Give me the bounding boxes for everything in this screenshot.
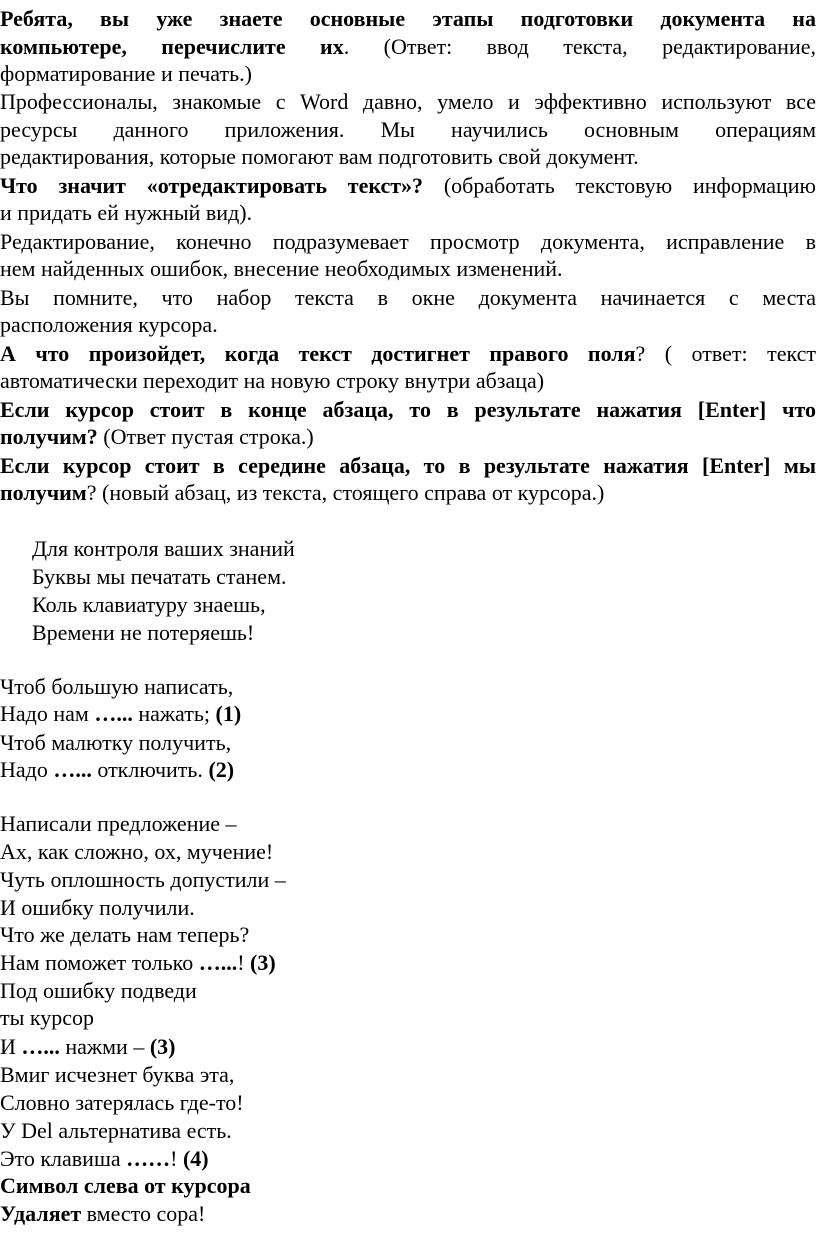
text-run: Чуть оплошность допустили – [0,867,286,892]
text-line [0,172,816,200]
text-line [0,116,816,144]
text-line [32,563,816,591]
text-run: У Del альтернатива есть. [0,1118,232,1143]
bold-text: получим? [0,424,98,449]
text-run: Времени не потеряешь! [32,620,255,645]
text-line [0,284,816,312]
text-run: нем найденных ошибок, внесение необходимых изменений. [0,256,563,281]
text-line [0,1200,816,1228]
text-line [0,1061,816,1089]
text-run: редактирования, которые помогают вам подготовить свой документ. [0,144,639,169]
text-line [0,866,816,894]
text-line [0,700,816,728]
text-run: и придать ей нужный вид). [0,200,253,225]
text-run: Редактирование, конечно подразумевает просмотр документа, исправление в [0,229,816,254]
text-line [0,311,816,339]
bold-text: компьютере, перечислите их [0,34,344,59]
text-line [32,535,816,563]
text-run: Надо нам [0,701,95,726]
text-line [0,1117,816,1145]
text-line [0,60,816,88]
text-line [0,255,816,283]
text-line [0,729,816,757]
text-line [0,838,816,866]
text-run: ресурсы данного приложения. Мы научились основным операциям [0,117,816,142]
bold-text: получим [0,480,87,505]
text-run: Нам поможет только [0,950,199,975]
text-run: . (Ответ: ввод текста, редактирование, [343,34,816,59]
bold-text: Если курсор стоит в середине абзаца, то в результате нажатия [Enter] мы [0,453,816,478]
text-run: ? ( ответ: текст [635,341,816,366]
bold-text: Удаляет [0,1201,82,1226]
text-run: ты курсор [0,1005,95,1030]
bold-text: Если курсор стоит в конце абзаца, то в результате нажатия [Enter] что [0,397,816,422]
text-run: автоматически переходит на новую строку внутри абзаца) [0,368,545,393]
text-run: Что же делать нам теперь? [0,922,250,947]
text-run: Ах, как сложно, ох, мучение! [0,839,274,864]
text-run: Это клавиша [0,1146,127,1171]
text-run: отключить. [91,757,209,782]
text-line [0,1033,816,1061]
text-line [32,591,816,619]
text-run: ! [170,1146,183,1171]
text-run: вместо сора! [81,1201,206,1226]
text-run: расположения курсора. [0,312,218,337]
text-line [0,396,816,424]
text-run: нажми – [59,1034,150,1059]
bold-text: Символ слева от курсора [0,1173,251,1198]
text-run: Написали предложение – [0,811,237,836]
bold-text: …… [126,1146,171,1171]
text-line [0,1172,816,1200]
text-run: форматирование и печать.) [0,61,252,86]
bold-text: (1) [215,701,242,726]
bold-text: …... [21,1034,60,1059]
text-line [0,340,816,368]
text-run: ! [237,950,251,975]
text-line [0,1004,816,1032]
bold-text: (3) [250,950,276,975]
text-run: Надо [0,757,54,782]
text-run: ? (новый абзац, из текста, стоящего справа от курсора.) [86,480,605,505]
text-line [0,949,816,977]
bold-text: (4) [182,1146,209,1171]
text-run: нажать; [132,701,216,726]
text-run: И [0,1034,22,1059]
bold-text: Ребята, вы уже знаете основные этапы подготовки документа на [0,6,816,31]
text-run: Под ошибку подведи [0,978,197,1003]
text-line [0,756,816,784]
bold-text: …... [198,950,238,975]
text-run: (Ответ пустая строка.) [97,424,314,449]
text-line [0,199,816,227]
bold-text: …... [94,701,133,726]
text-line [0,452,816,480]
text-line [0,423,816,451]
text-line [0,921,816,949]
text-line [0,479,816,507]
text-line [0,367,816,395]
text-run: Вы помните, что набор текста в окне документа начинается с места [0,285,816,310]
text-run: Коль клавиатуру знаешь, [32,592,266,617]
text-line [0,5,816,33]
text-run: И ошибку получили. [0,895,195,920]
text-run: Для контроля ваших знаний [32,536,295,561]
text-run: Профессионалы, знакомые с Word давно, умело и эффективно используют все [0,89,816,114]
text-line [0,228,816,256]
text-line [0,894,816,922]
text-run: Чтоб малютку получить, [0,730,232,755]
text-line [0,33,816,61]
text-line [0,977,816,1005]
text-run: (обработать текстовую информацию [423,173,816,198]
bold-text: А что произойдет, когда текст достигнет правого поля [0,341,636,366]
bold-text: Что значит «отредактировать текст»? [0,173,424,198]
text-run: Вмиг исчезнет буква эта, [0,1062,235,1087]
text-line [0,143,816,171]
bold-text: …... [53,757,92,782]
text-run: Словно затерялась где-то! [0,1090,244,1115]
text-line [0,673,816,701]
text-line [32,619,816,647]
text-run: Чтоб большую написать, [0,674,234,699]
bold-text: (3) [149,1034,176,1059]
text-line [0,88,816,116]
text-run: Буквы мы печатать станем. [32,564,287,589]
bold-text: (2) [208,757,235,782]
text-line [0,1089,816,1117]
text-line [0,810,816,838]
text-line [0,1145,816,1173]
